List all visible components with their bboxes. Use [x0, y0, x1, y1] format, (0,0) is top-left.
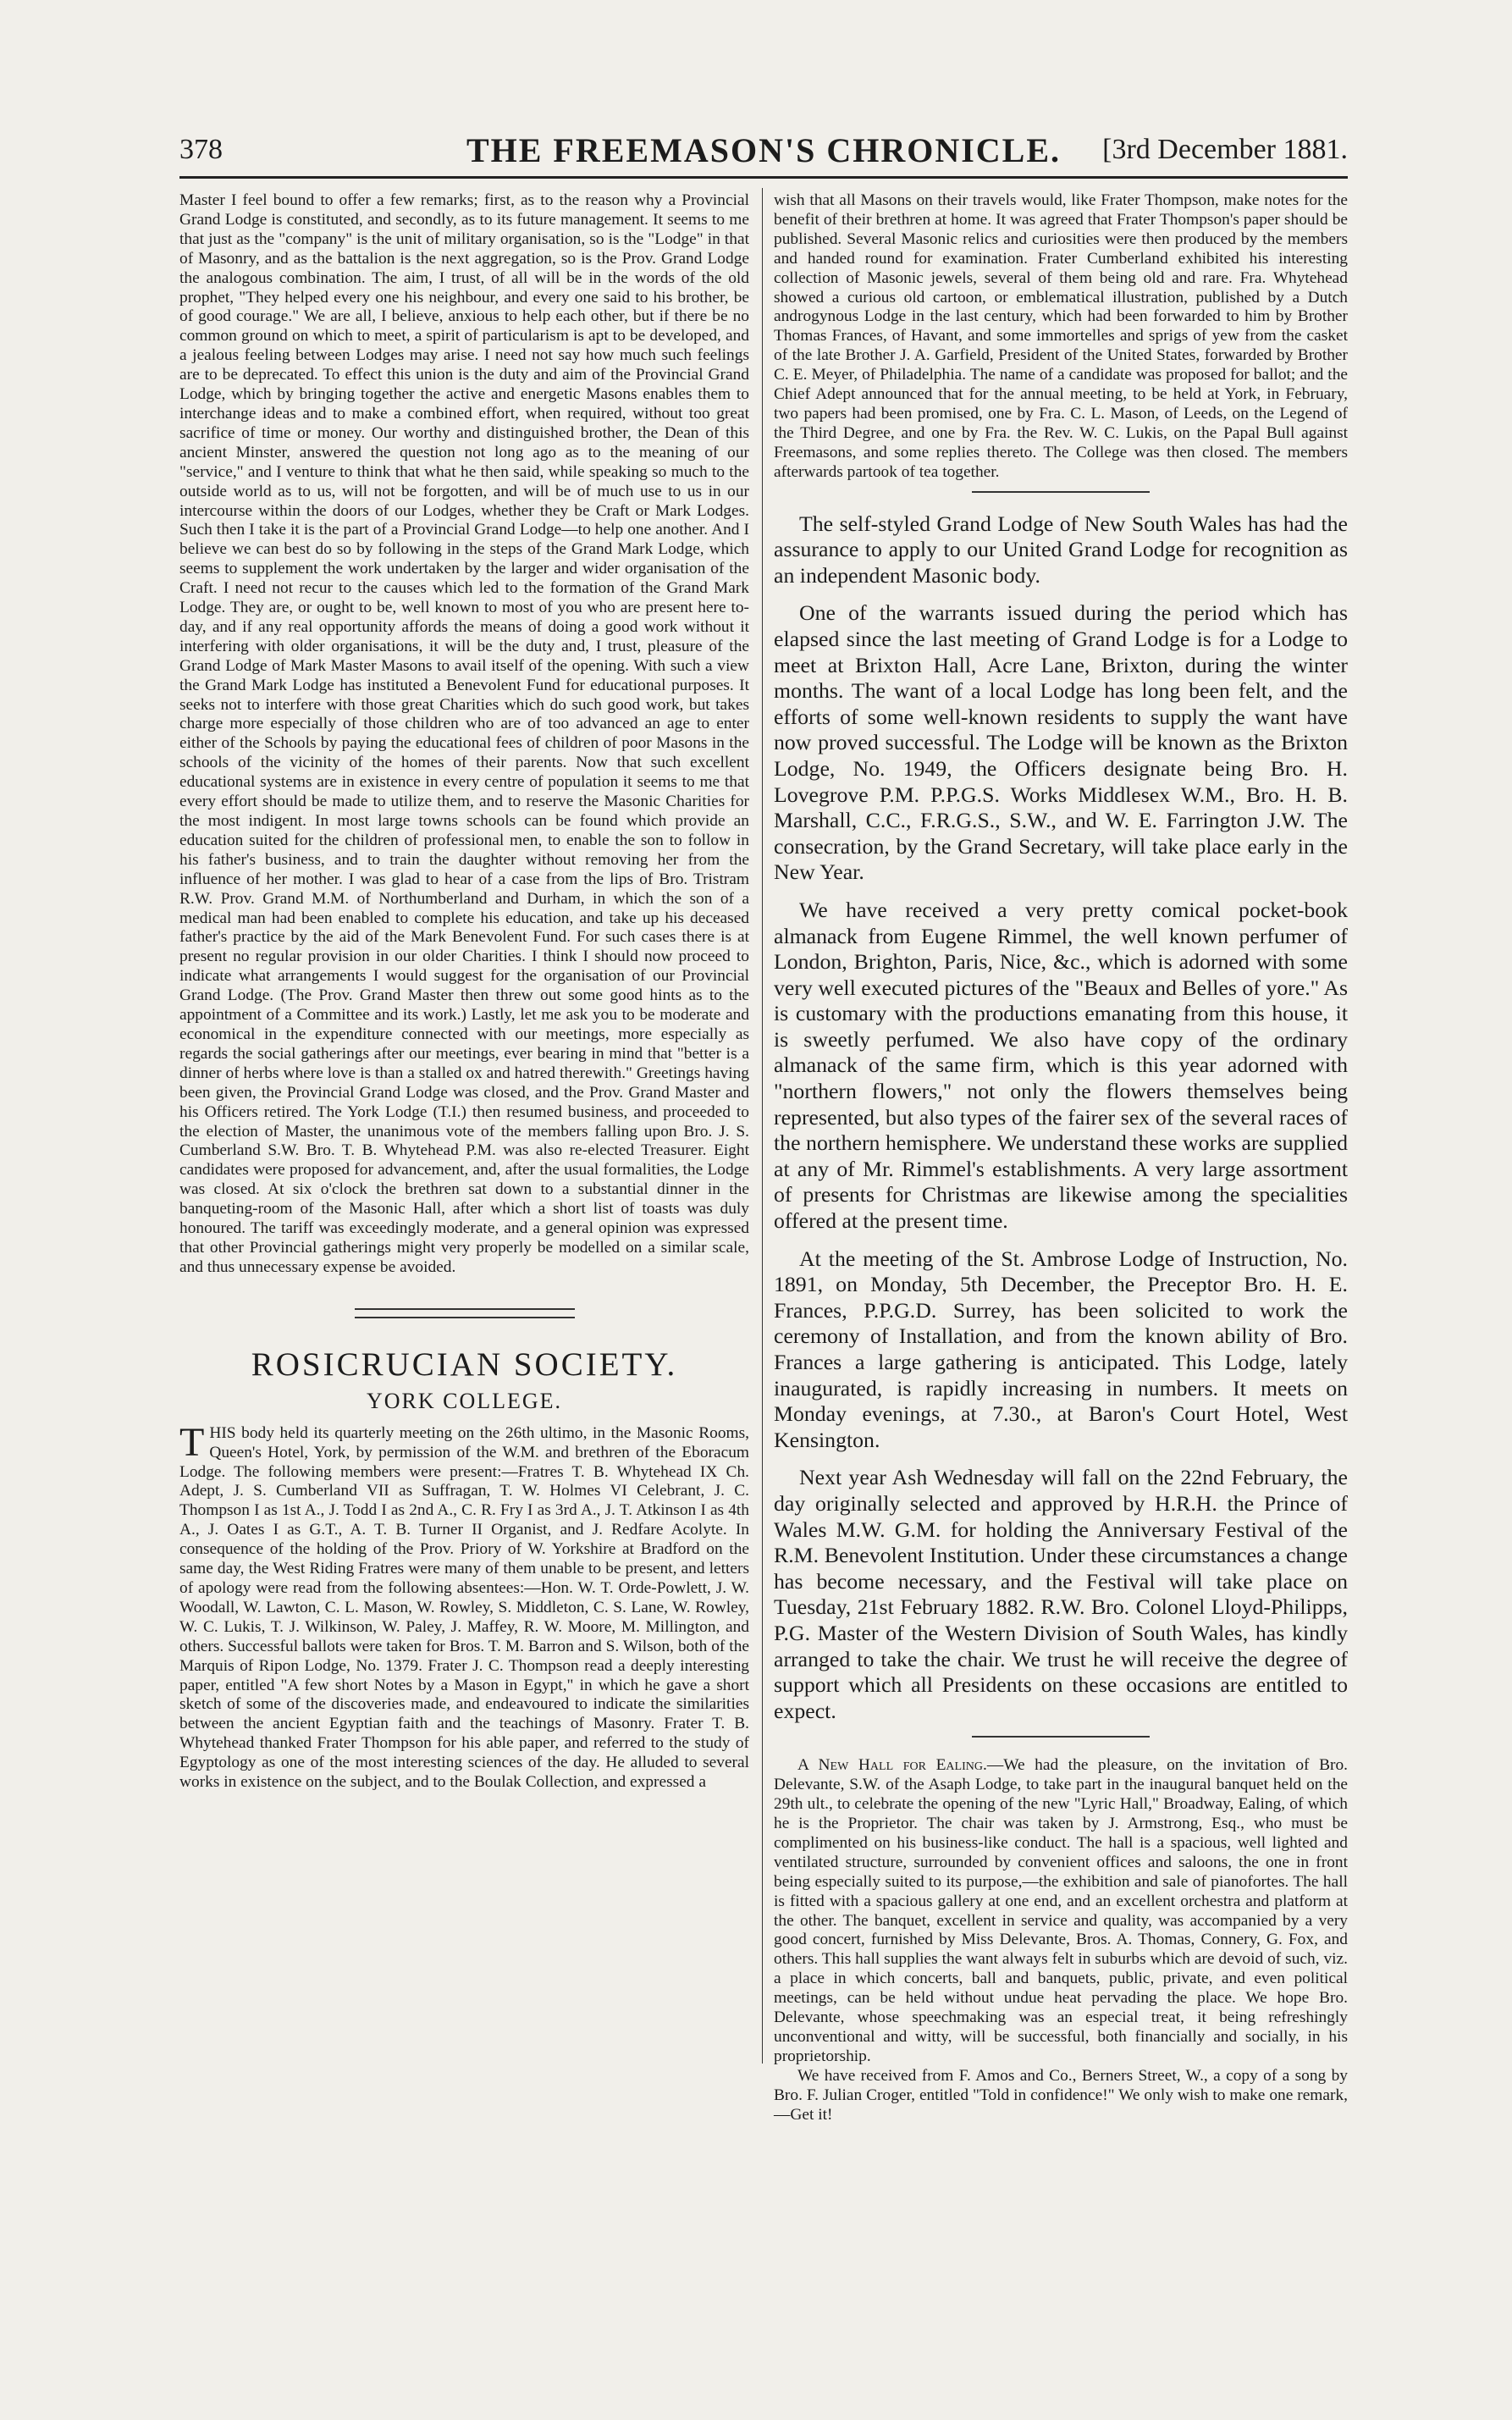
- rosicrucian-article: [179, 1419, 749, 1793]
- news-brixton-lodge: One of the warrants issued during the period which has elapsed since the last meeting of Grand Lodge is for a Lodge to meet at Brixton Hall, Acre Lane, Brixton, during the winter months. The want of a local Lodge has long been felt, and the efforts of some well-known residents to supply the want have now proved successful. The Lodge will be known as the Brixton Lodge, No. 1949, the Officers designate being Bro. H. Lovegrove P.M. P.P.G.S. Works Middlesex W.M., Bro. H. B. Marshall, C.C., F.R.G.S., S.W., and W. E. Farrington J.W. The consecration, by the Grand Secretary, will take place early in the New Year.: [774, 600, 1348, 885]
- provincial-grand-lodge-text: Master I feel bound to offer a few remarks; first, as to the reason why a Provincial Grand Lodge is constituted, and secondly, as to its future management. It seems to me that just as the "company" is the unit of military organisation, so is the "Lodge" in that of Masonry, and as the battalion is the next aggregation, so is the Prov. Grand Lodge the analogous combination. The aim, I trust, of all will be in the words of the old prophet, "They helped every one his neighbour, and every one said to his brother, be of good courage." We are all, I believe, anxious to help each other, but if there be no common ground on which to meet, a spirit of particularism is apt to be developed, and a jealous feeling between Lodges may arise. I need not say how much such feelings are to be deprecated. To effect this union is the duty and aim of the Provincial Grand Lodge, which by bringing together the active and energetic Masons enables them to interchange ideas and to make a combined effort, when required, without too great sacrifice of time or money. Our worthy and distinguished brother, the Dean of this ancient Minster, answered the question not long ago as to the meaning of our "service," and I venture to think that what he then said, while speaking so much to the outside world as to us, will not be forgotten, and will be of much use to us in our intercourse within the doors of our Lodges, whether they be Craft or Mark Lodges. Such then I take it is the part of a Provincial Grand Lodge—to help one another. And I believe we can best do so by following in the steps of the Grand Mark Lodge, which seems to supplement the work undertaken by the larger and wider organisation of the Craft. I need not recur to the causes which led to the formation of the Grand Mark Lodge. They are, or ought to be, well known to most of you who are present here to-day, and if any real opportunity affords the means of doing a good work without it interfering with older organisations, it will be the duty and, I trust, pleasure of the Grand Lodge of Mark Master Masons to avail itself of the opening. With such a view the Grand Mark Lodge has instituted a Benevolent Fund for educational purposes. It seeks not to interfere with those great Charities which do such good work, but takes charge more especially of those children who are of too advanced an age to enter either of the Schools by paying the educational fees of children of poor Masons in the schools of the vicinity of the homes of their parents. Now that such excellent educational systems are in existence in every centre of population it seems to me that every effort should be made to utilize them, and to reserve the Masonic Charities for the most indigent. In most large towns schools can be found which provide an education suited for the children of professional men, to enable the son to follow in his father's business, and to train the daughter without removing her from the influence of her mother. I was glad to hear of a case from the lips of Bro. Tristram R.W. Prov. Grand M.M. of Northumberland and Durham, in which the son of a medical man had been enabled to complete his education, and take up his deceased father's practice by the aid of the Mark Benevolent Fund. For such cases there is at present no regular provision in our older Charities. I think I should now proceed to indicate what arrangements I would suggest for the organisation of our Provincial Grand Lodge. (The Prov. Grand Master then threw out some good hints as to the appointment of a Committee and its work.) Lastly, let me ask you to be moderate and economical in the expenditure connected with our meetings, more especially as regards the social gatherings after our meetings, ever bearing in mind that "better is a dinner of herbs where love is than a stalled ox and hatred therewith." Greetings having been given, the Provincial Grand Lodge was closed, and the Prov. Grand Master and his Officers retired. The York Lodge (T.I.) then resumed business, and proceeded to the election of Master, the unanimous vote of the members falling upon Bro. J. S. Cumberland S.W. Bro. T. B. Whytehead P.M. was also re-elected Treasurer. Eight candidates were proposed for advancement, and, after the usual formalities, the Lodge was closed. At six o'clock the brethren sat down to a substantial dinner in the banqueting-room of the Masonic Hall, after which a short list of toasts was duly honoured. The tariff was exceedingly moderate, and a general opinion was expressed that other Provincial gatherings might very properly be modelled on a similar scale, and thus unnecessary expense be avoided.: [179, 191, 749, 1276]
- news-ash-wednesday-festival: Next year Ash Wednesday will fall on the 22nd February, the day originally selected and approved by H.R.H. the Prince of Wales M.W. G.M. for holding the Anniversary Festival of the R.M. Benevolent Institution. Under these circumstances a change has become necessary, and the Festival will take place on Tuesday, 21st February 1882. R.W. Bro. Colonel Lloyd-Philipps, P.G. Master of the Western Division of South Wales, has kindly arranged to take the chair. We trust he will receive the degree of support which all Presidents on these occasions are entitled to expect.: [774, 1465, 1348, 1723]
- header-rule: [179, 176, 1348, 179]
- note-new-hall-ealing: [774, 1756, 1348, 2067]
- left-column: [179, 191, 749, 2064]
- rosicrucian-text: HIS body held its quarterly meeting on the 26th ultimo, in the Masonic Rooms, Queen's Hotel, York, by permission of the W.M. and brethren of the Eboracum Lodge. The following members were present:—Fratres T. B. Whytehead IX Ch. Adept, J. S. Cumberland VII as Suffragan, T. W. Holmes VI Celebrant, J. C. Thompson I as 1st A., J. Todd I as 2nd A., C. R. Fry I as 3rd A., J. T. Atkinson I as 4th A., J. Oates I as G.T., A. T. B. Turner II Organist, and J. Redfare Acolyte. In consequence of the holding of the Prov. Priory of W. Yorkshire at Bradford on the same day, the West Riding Fratres were many of them unable to be present, and letters of apology were read from the following absentees:—Hon. W. T. Orde-Powlett, J. W. Woodall, W. Lawton, C. L. Mason, W. Rowley, S. Middleton, C. S. Lane, W. Rowley, W. C. Lukis, T. J. Wilkinson, W. Paley, J. Maffey, R. W. Moore, M. Millington, and others. Successful ballots were taken for Bros. T. M. Barron and S. Wilson, both of the Marquis of Ripon Lodge, No. 1379. Frater J. C. Thompson read a deeply interesting paper, entitled "A few short Notes by a Mason in Egypt," in which he gave a short sketch of some of the discoveries made, and endeavoured to indicate the similarities between the ancient Egyptian faith and the teachings of Masonry. Frater T. B. Whytehead thanked Frater Thompson for his able paper, and referred to the study of Egyptology as one of the most interesting sciences of the day. He alluded to several works in existence on the subject, and to the Boulak Collection, and expressed a: [179, 1423, 749, 1792]
- right-column: [774, 191, 1349, 2124]
- news-rimmel-almanack: We have received a very pretty comical pocket-book almanack from Eugene Rimmel, the well known perfumer of London, Brighton, Paris, Nice, &c., which is adorned with some very well executed pictures of the "Beaux and Belles of yore." As is customary with the productions emanating from this house, it is sweetly perfumed. We also have copy of the ordinary almanack of the same firm, which is this year adorned with "northern flowers," not only the flowers themselves being represented, but also types of the fairer sex of the several races of the northern hemisphere. We understand these works are supplied at any of Mr. Rimmel's establishments. A very large assortment of presents for Christmas are likewise among the specialities offered at the present time.: [774, 897, 1348, 1234]
- note-title: A New Hall for Ealing.: [797, 1756, 987, 1775]
- short-separator-2: [972, 1736, 1150, 1738]
- section-subtitle-york-college: YORK COLLEGE.: [366, 1388, 563, 1413]
- short-separator: [972, 491, 1150, 493]
- rosicrucian-continued-text: wish that all Masons on their travels would, like Frater Thompson, make notes for the benefit of their brethren at home. It was agreed that Frater Thompson's paper should be published. Several Masonic relics and curiosities were then produced by the members and handed round for examination. Frater Cumberland exhibited his interesting collection of Masonic jewels, several of them being old and rare. Fra. Whytehead showed a curious old cartoon, or emblematical illustration, published by a Dutch androgynous Lodge in the last century, which had been forwarded to him by Brother Thomas Frances, of Havant, and some immortelles and sprigs of yew from the casket of the late Brother J. A. Garfield, President of the United States, forwarded by Brother C. E. Meyer, of Philadelphia. The name of a candidate was proposed for ballot; and the Chief Adept announced that for the annual meeting, to be held at York, in February, two papers had been promised, one by Fra. C. L. Mason, of Leeds, on the Legend of the Third Degree, and one by Fra. the Rev. W. C. Lukis, on the Papal Bull against Freemasons, and some replies thereto. The College was then closed. The members afterwards partook of tea together.: [774, 191, 1348, 481]
- note-body: —We had the pleasure, on the invitation of Bro. Delevante, S.W. of the Asaph Lodge, to take part in the inaugural banquet held on the 29th ult., to celebrate the opening of the new "Lyric Hall," Broadway, Ealing, of which he is the Proprietor. The chair was taken by J. Armstrong, Esq., who must be complimented on his business-like conduct. The hall is a spacious, well lighted and ventilated structure, surrounded by convenient offices and saloons, the one in front being especially suited to its purpose,—the exhibition and sale of pianofortes. The hall is fitted with a spacious gallery at one end, and an excellent orchestra and platform at the other. The banquet, excellent in service and quality, was accompanied by a very good concert, furnished by Miss Delevante, Bros. A. Thomas, Connery, G. Fox, and others. This hall supplies the want always felt in suburbs which are devoid of such, viz. a place in which concerts, ball and banquets, public, private, and even political meetings, can be held without undue heat pervading the place. We hope Bro. Delevante, whose speechmaking was an especial treat, it being refreshingly unconventional and witty, will be successful, both financially and socially, in his proprietorship.: [774, 1756, 1349, 2065]
- news-st-ambrose-lodge: At the meeting of the St. Ambrose Lodge of Instruction, No. 1891, on Monday, 5th December, the Preceptor Bro. H. E. Frances, P.P.G.D. Surrey, has been solicited to work the ceremony of Installation, and from the known ability of Bro. Frances a large gathering is anticipated. This Lodge, lately inaugurated, is rapidly increasing in numbers. It meets on Monday evenings, at 7.30., at Baron's Court Hotel, West Kensington.: [774, 1246, 1348, 1452]
- issue-date: [3rd December 1881.: [1102, 134, 1348, 165]
- page-number: 378: [179, 134, 223, 165]
- section-title-rosicrucian: ROSICRUCIAN SOCIETY.: [251, 1345, 678, 1383]
- news-new-south-wales: The self-styled Grand Lodge of New South Wales has had the assurance to apply to our United Grand Lodge for recognition as an independent Masonic body.: [774, 511, 1348, 588]
- page-header: [179, 127, 1348, 169]
- note-song: We have received from F. Amos and Co., Berners Street, W., a copy of a song by Bro. F. Julian Croger, entitled "Told in confidence!" We only wish to make one remark,—Get it!: [774, 2066, 1348, 2124]
- drop-cap: T: [179, 1419, 205, 1465]
- column-divider: [762, 188, 763, 2064]
- masthead-title: THE FREEMASON'S CHRONICLE.: [466, 131, 1062, 169]
- section-separator: [355, 1308, 575, 1318]
